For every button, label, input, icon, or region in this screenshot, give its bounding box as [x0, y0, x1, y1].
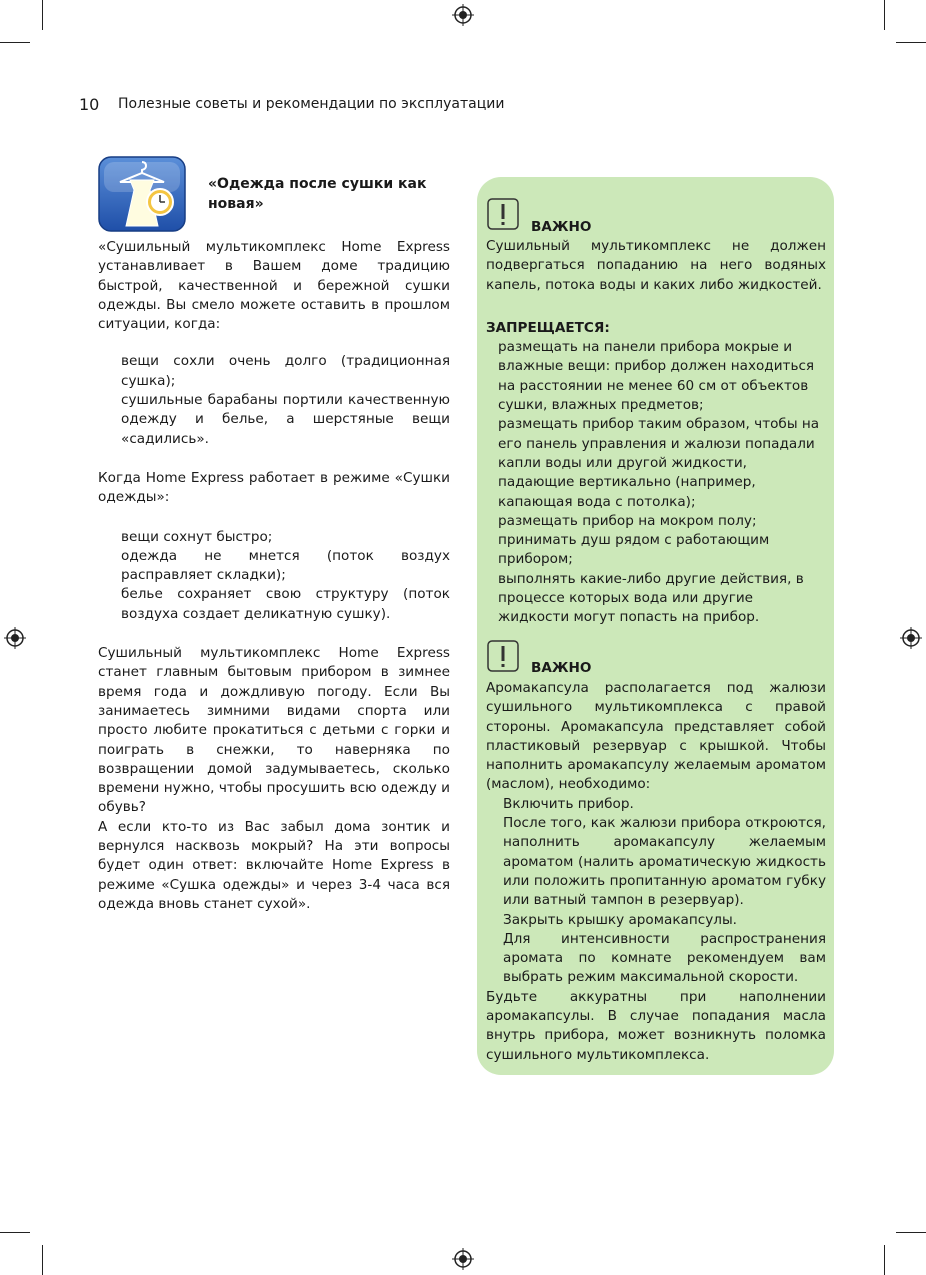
crop-mark — [42, 0, 43, 30]
list-item: выполнять какие-либо другие действия, в процессе которых вода или другие жидкости могут попасть на прибор. — [498, 570, 804, 626]
list-item: размещать прибор на мокром полу; — [498, 512, 757, 529]
crop-mark — [0, 42, 30, 43]
crop-mark — [896, 42, 926, 43]
list-item: размещать прибор таким образом, чтобы на его панель управления и жалюзи попадали капли воды или другой жидкости, падающие вертикально (например, капающая вода с потолка); — [498, 416, 820, 510]
important-text-block — [486, 237, 826, 628]
intro-title: «Одежда после сушки как новая» — [208, 176, 427, 212]
running-head: Полезные советы и рекомендации по эксплуатации — [118, 96, 505, 112]
paragraph: А если кто-то из Вас забыл дома зонтик и вернулся насквозь мокрый? На эти вопросы будет один ответ: включайте Home Express в режиме «Сушка одежды» и через 3-4 часа вся одежда вновь станет сухой». — [98, 818, 450, 912]
registration-mark-icon — [900, 627, 922, 649]
list-item: вещи сохнут быстро; — [121, 528, 273, 545]
registration-mark-icon — [452, 1248, 474, 1270]
crop-mark — [896, 1232, 926, 1233]
left-column — [98, 238, 450, 914]
page-number: 10 — [79, 95, 100, 114]
important-heading: ВАЖНО — [531, 219, 592, 235]
aroma-capsule-block — [486, 679, 826, 1065]
step-item: Включить прибор. — [503, 795, 634, 812]
intro-paragraph: «Сушильный мультикомплекс Home Express устанавливает в Вашем доме традицию быстрой, качественной и бережной сушки одежды. Вы смело можете оставить в прошлом ситуации, когда: — [98, 239, 450, 333]
crop-mark — [884, 0, 885, 30]
list-item: сушильные барабаны портили качественную одежду и белье, а шерстяные вещи «садились». — [121, 392, 450, 447]
crop-mark — [42, 1245, 43, 1275]
exclamation-warning-icon — [487, 640, 519, 672]
important-heading: ВАЖНО — [531, 660, 592, 676]
step-item: После того, как жалюзи прибора откроются, наполнить аромакапсулу желаемым ароматом (налить ароматическую жидкость или положить пропитанную ароматом губку или ватный тампон в резервуар). — [503, 815, 826, 909]
list-item: принимать душ рядом с работающим прибором; — [498, 532, 770, 568]
list-item: вещи сохли очень долго (традиционная сушка); — [121, 353, 450, 389]
registration-mark-icon — [452, 4, 474, 26]
paragraph: Будьте аккуратны при наполнении аромакапсулы. В случае попадания масла внутрь прибора, может возникнуть поломка сушильного мультикомплекса. — [486, 988, 826, 1063]
step-item: Для интенсивности распространения аромата по комнате рекомендуем вам выбрать режим максимальной скорости. — [503, 930, 826, 986]
list-item: белье сохраняет свою структуру (поток воздуха создает деликатную сушку). — [121, 586, 450, 622]
paragraph: Сушильный мультикомплекс Home Express станет главным бытовым прибором в зимнее время года и дождливую погоду. Если Вы занимаетесь зимними видами спорта или просто любите прокатиться с детьми с горки и поиграть в снежки, то наверняка по возвращении домой задумываетесь, сколько времени нужно, чтобы просушить всю одежду и обувь? — [98, 645, 450, 816]
registration-mark-icon — [4, 627, 26, 649]
forbidden-heading: ЗАПРЕЩАЕТСЯ: — [486, 319, 610, 336]
important-text: Сушильный мультикомплекс не должен подвергаться попаданию на него водяных капель, потока воды и каких либо жидкостей. — [486, 238, 826, 293]
paragraph: Аромакапсула располагается под жалюзи сушильного мультикомплекса с правой стороны. Аромакапсула представляет собой пластиковый резервуар с крышкой. Чтобы наполнить аромакапсулу желаемым ароматом (маслом), необходимо: — [486, 680, 826, 793]
list-item: одежда не мнется (поток воздух расправляет складки); — [121, 547, 450, 584]
step-item: Закрыть крышку аромакапсулы. — [503, 911, 738, 928]
clothes-dryer-clock-icon — [98, 156, 186, 232]
crop-mark — [0, 1232, 30, 1233]
crop-mark — [884, 1245, 885, 1275]
list-item: размещать на панели прибора мокрые и влажные вещи: прибор должен находиться на расстоянии не менее 60 см от объектов сушки, влажных предметов; — [498, 339, 815, 414]
exclamation-warning-icon — [487, 198, 519, 230]
paragraph: Когда Home Express работает в режиме «Сушки одежды»: — [98, 469, 450, 506]
